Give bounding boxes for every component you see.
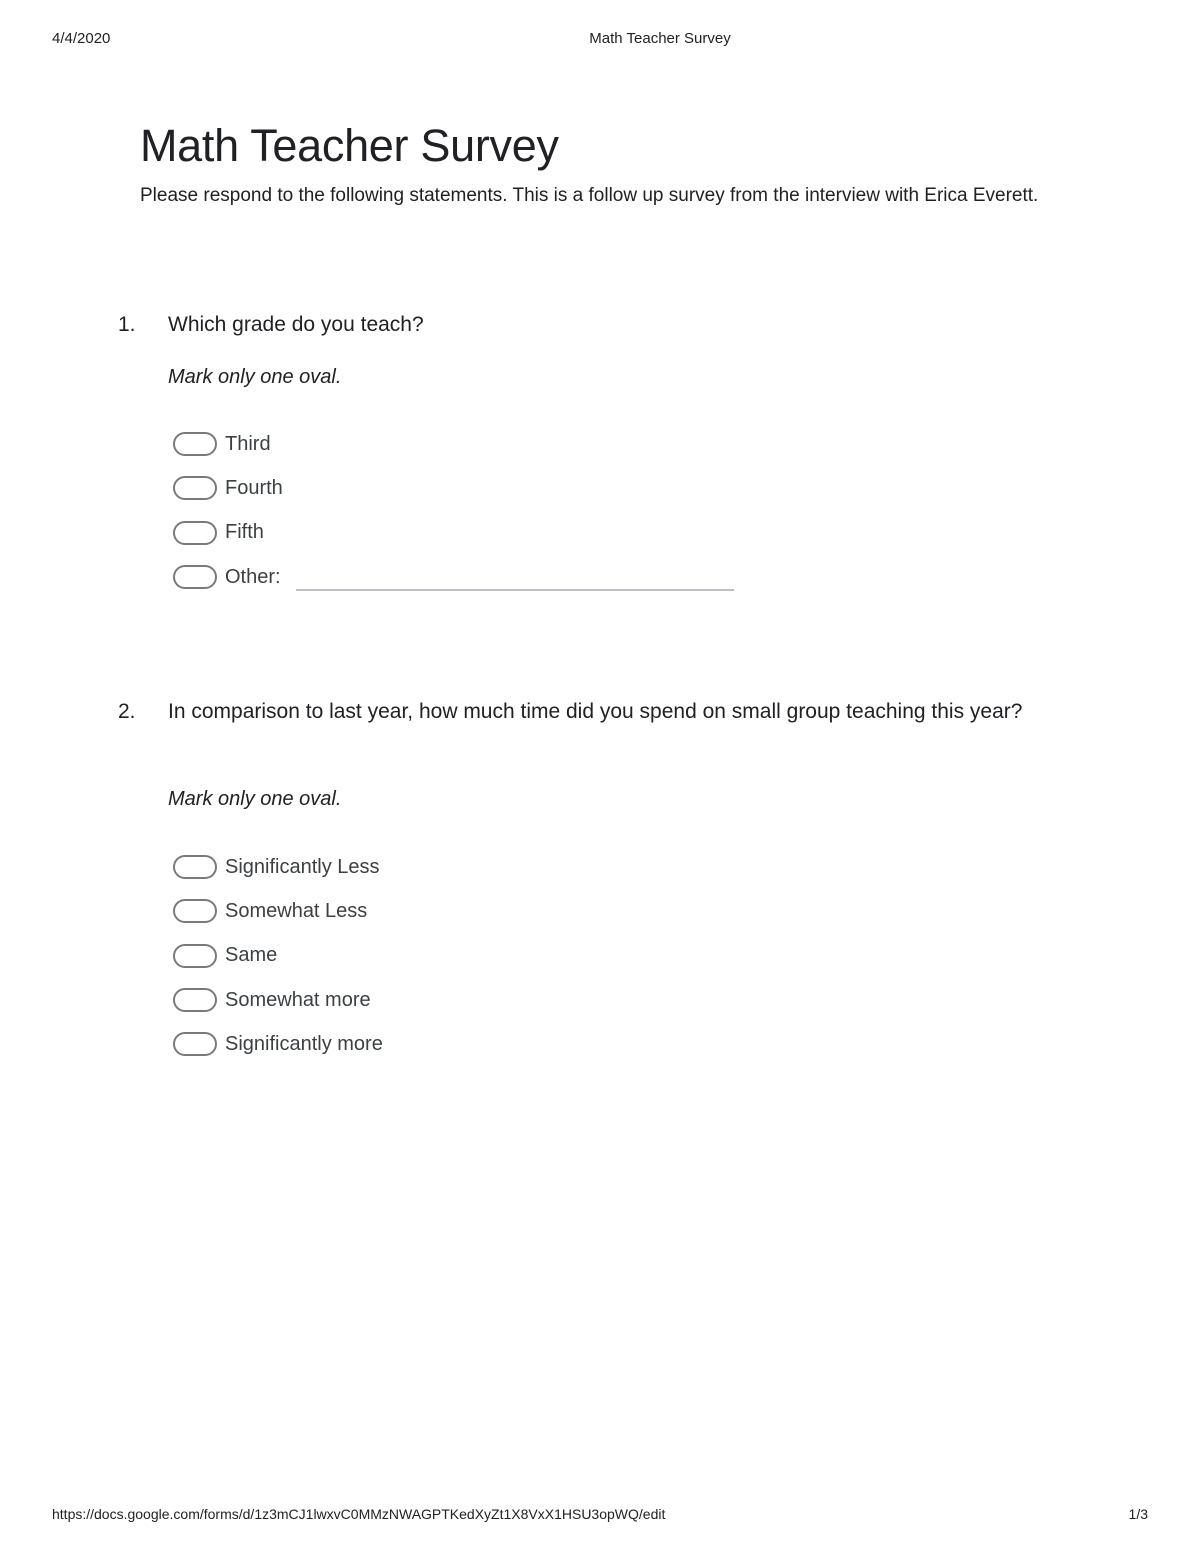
- print-header-title: Math Teacher Survey: [589, 30, 731, 47]
- option-label: Same: [225, 944, 278, 967]
- radio-oval[interactable]: [173, 565, 217, 589]
- option-label: Other:: [225, 565, 281, 588]
- radio-oval[interactable]: [173, 988, 217, 1012]
- print-footer-url: https://docs.google.com/forms/d/1z3mCJ1lwxvC0MMzNWAGPTKedXyZt1X8VxX1HSU3opWQ/edit: [52, 1506, 666, 1522]
- option-label: Significantly Less: [225, 855, 380, 878]
- question-instruction: Mark only one oval.: [168, 366, 342, 388]
- print-header-date: 4/4/2020: [52, 30, 111, 47]
- option-label: Fifth: [225, 521, 264, 544]
- radio-oval[interactable]: [173, 899, 217, 923]
- option-label: Significantly more: [225, 1032, 383, 1055]
- option-other[interactable]: [173, 555, 734, 599]
- radio-oval[interactable]: [173, 521, 217, 545]
- option-somewhat-more[interactable]: [173, 978, 383, 1022]
- radio-oval[interactable]: [173, 476, 217, 500]
- form-title: Math Teacher Survey: [140, 120, 559, 171]
- option-fifth[interactable]: [173, 511, 734, 555]
- option-significantly-less[interactable]: [173, 845, 383, 889]
- option-same[interactable]: [173, 934, 383, 978]
- question-number: 1.: [118, 313, 136, 336]
- option-label: Somewhat Less: [225, 899, 368, 922]
- radio-oval[interactable]: [173, 1032, 217, 1056]
- radio-oval[interactable]: [173, 944, 217, 968]
- question-number: 2.: [118, 700, 136, 723]
- option-third[interactable]: [173, 422, 734, 466]
- form-description: Please respond to the following statements. This is a follow up survey from the interview with Erica Everett.: [140, 185, 1039, 206]
- print-footer-page-number: 1/3: [1128, 1506, 1148, 1522]
- question-text: In comparison to last year, how much time did you spend on small group teaching this year?: [168, 700, 1023, 723]
- other-text-field[interactable]: [296, 589, 734, 591]
- option-somewhat-less[interactable]: [173, 889, 383, 933]
- option-label: Fourth: [225, 476, 283, 499]
- option-list: [173, 422, 734, 599]
- question-text: Which grade do you teach?: [168, 313, 424, 336]
- radio-oval[interactable]: [173, 855, 217, 879]
- option-label: Third: [225, 432, 271, 455]
- option-significantly-more[interactable]: [173, 1022, 383, 1066]
- option-label: Somewhat more: [225, 988, 371, 1011]
- option-list: [173, 845, 383, 1066]
- radio-oval[interactable]: [173, 432, 217, 456]
- question-instruction: Mark only one oval.: [168, 788, 342, 810]
- option-fourth[interactable]: [173, 466, 734, 510]
